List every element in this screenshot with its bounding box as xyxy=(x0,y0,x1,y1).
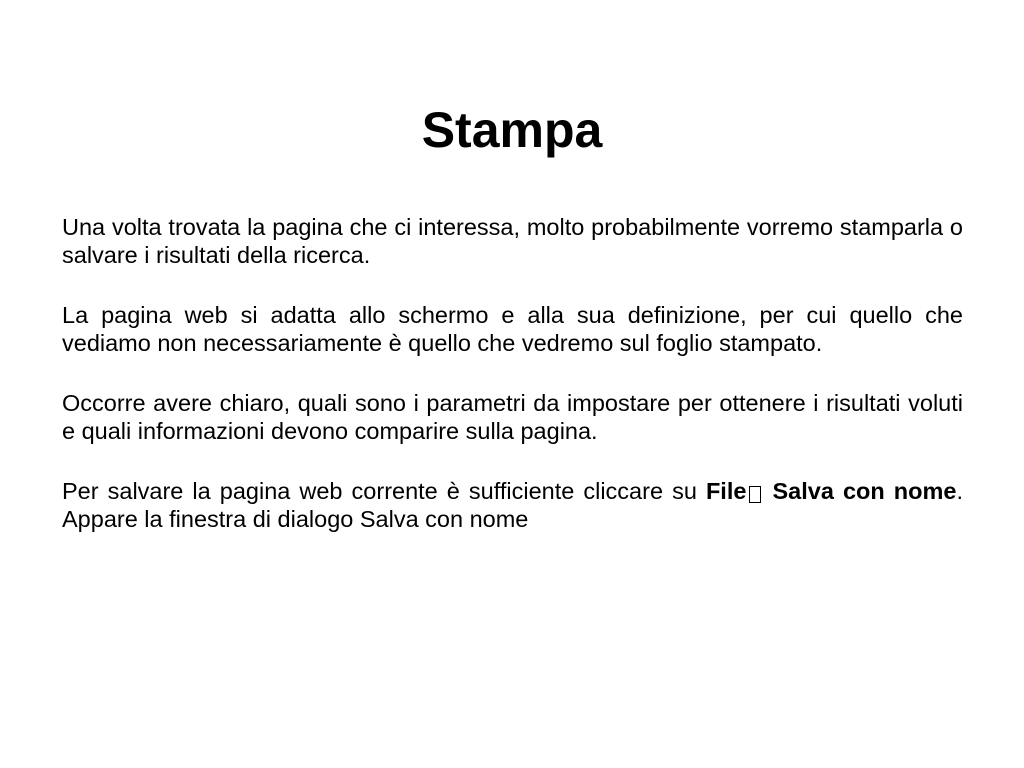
menu-save-as-label: Salva con nome xyxy=(772,478,957,504)
slide-title: Stampa xyxy=(421,102,603,158)
paragraph-3: Occorre avere chiaro, quali sono i parametri da impostare per ottenere i risultati voluti e quali informazioni devono comparire sulla pagina. xyxy=(62,390,963,444)
paragraph-2: La pagina web si adatta allo schermo e alla sua definizione, per cui quello che vediamo non necessariamente è quello che vedremo sul foglio stampato. xyxy=(62,302,963,356)
menu-file-label: File xyxy=(705,478,747,504)
paragraph-1: Una volta trovata la pagina che ci interessa, molto probabilmente vorremo stamparla o salvare i risultati della ricerca. xyxy=(62,214,963,268)
paragraph-4 xyxy=(62,478,963,533)
paragraph-4-outro: . Appare la finestra di dialogo Salva con nome xyxy=(62,478,963,532)
menu-path-arrow-icon xyxy=(749,486,761,503)
slide-body xyxy=(62,214,963,533)
paragraph-4-intro: Per salvare la pagina web corrente è sufficiente cliccare su xyxy=(62,478,706,504)
